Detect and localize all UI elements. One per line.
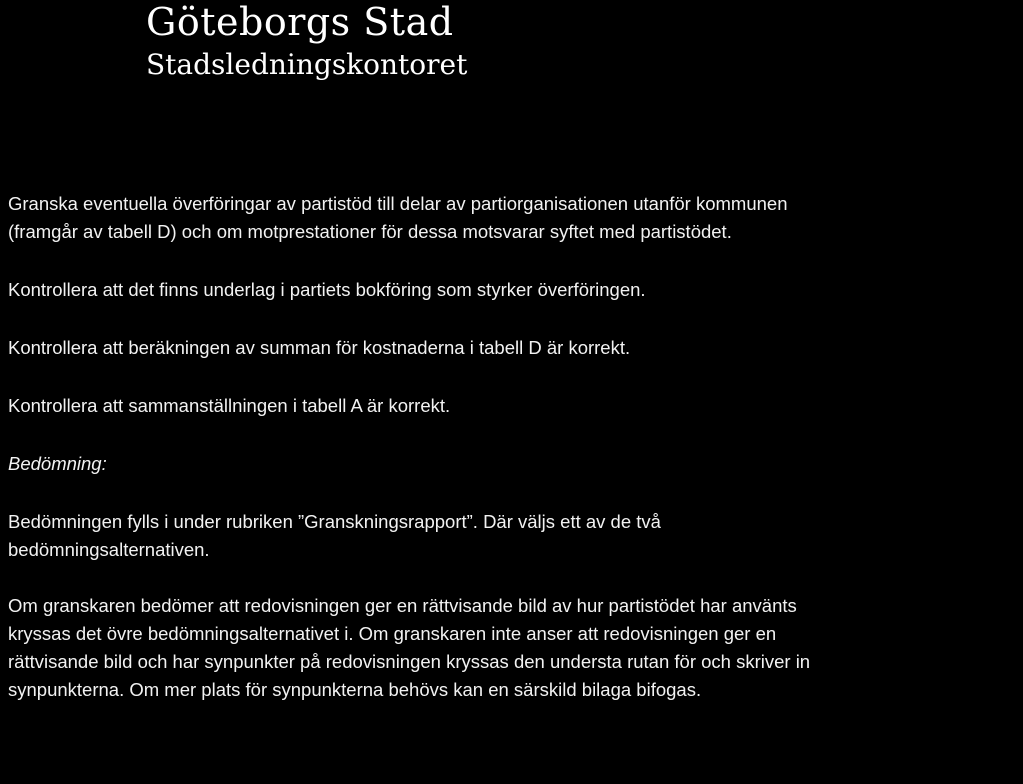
- department-name: Stadsledningskontoret: [146, 48, 468, 81]
- text-line: bedömningsalternativen.: [8, 539, 210, 560]
- text-line: (framgår av tabell D) och om motprestationer för dessa motsvarar syftet med partistödet.: [8, 221, 732, 242]
- document-body: [8, 190, 1018, 704]
- text-line: Om granskaren bedömer att redovisningen ger en rättvisande bild av hur partistödet har använts: [8, 595, 797, 616]
- text-line: Bedömningen fylls i under rubriken ”Granskningsrapport”. Där väljs ett av de två: [8, 511, 661, 532]
- document-header: [146, 0, 467, 82]
- paragraph-review-transfers: [8, 190, 1018, 246]
- paragraph-assessment-instructions: [8, 508, 1018, 564]
- text-line: Granska eventuella överföringar av partistöd till delar av partiorganisationen utanför kommunen: [8, 193, 788, 214]
- paragraph-check-calculation: [8, 334, 1018, 362]
- text-line: Bedömning:: [8, 453, 107, 474]
- text-line: Kontrollera att sammanställningen i tabell A är korrekt.: [8, 395, 451, 416]
- text-line: Kontrollera att beräkningen av summan för kostnaderna i tabell D är korrekt.: [8, 337, 631, 358]
- text-line: kryssas det övre bedömningsalternativet i. Om granskaren inte anser att redovisningen ger en: [8, 623, 777, 644]
- paragraph-check-documentation: [8, 276, 1018, 304]
- text-line: synpunkterna. Om mer plats för synpunkterna behövs kan en särskild bilaga bifogas.: [8, 679, 702, 700]
- paragraph-check-summary: [8, 392, 1018, 420]
- text-line: rättvisande bild och har synpunkter på redovisningen kryssas den understa rutan för och skriver in: [8, 651, 811, 672]
- assessment-heading: [8, 450, 1018, 478]
- organization-name: Göteborgs Stad: [146, 0, 454, 44]
- paragraph-assessment-options: [8, 592, 1018, 704]
- text-line: Kontrollera att det finns underlag i partiets bokföring som styrker överföringen.: [8, 279, 646, 300]
